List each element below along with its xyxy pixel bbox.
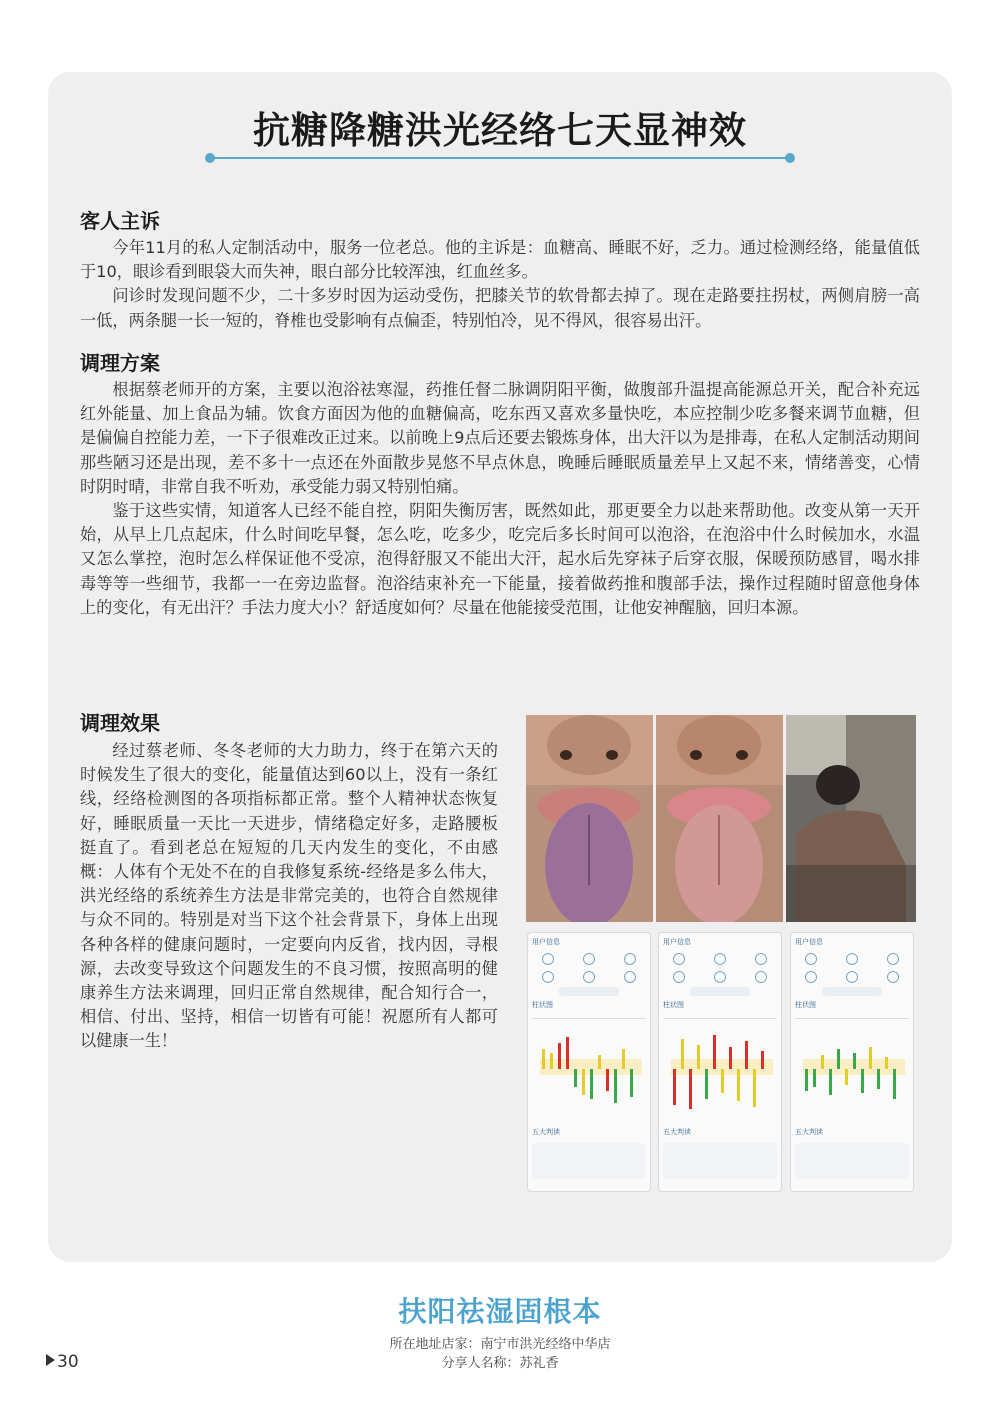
page-number-value: 30 — [57, 1352, 79, 1372]
chart-bar — [869, 1047, 872, 1069]
complaint-text — [80, 236, 920, 333]
tongue-photo-after — [656, 715, 783, 922]
plan-paragraph-1: 根据蔡老师开的方案，主要以泡浴祛寒湿，药推任督二脉调阴阳平衡，做腹部升温提高能源总开关，配合补充远红外能量、加上食品为辅。饮食方面因为他的血糖偏高，吃东西又喜欢多量快吃，本应控制少吃多餐来调节血糖，但是偏偏自控能力差，一下子很难改正过来。以前晚上9点后还要去锻炼身体，出大汗以为是排毒，在私人定制活动期间那些陋习还是出现，差不多十一点还在外面散步晃悠不早点休息，晚睡后睡眠质量差早上又起不来，情绪善变，心情时阴时晴，非常自我不听劝，承受能力弱又特别怕痛。 — [80, 380, 920, 496]
complaint-paragraph-1: 今年11月的私人定制活动中，服务一位老总。他的主诉是：血糖高、睡眠不好，乏力。通过检测经络，能量值低于10，眼诊看到眼袋大而失神，眼白部分比较浑浊，红血丝多。 — [80, 238, 920, 282]
chart-bar — [582, 1069, 585, 1095]
gender-icon — [583, 953, 595, 965]
meridian-report-1 — [527, 932, 651, 1192]
chart-bar — [721, 1069, 724, 1093]
chart-bar — [614, 1069, 617, 1103]
page-number — [46, 1352, 79, 1372]
chart-bar — [598, 1055, 601, 1069]
complaint-heading: 客人主诉 — [80, 209, 160, 233]
age-icon — [755, 953, 767, 965]
chart-bar — [566, 1037, 569, 1069]
meridian-report-2 — [658, 932, 782, 1192]
title-line-dot-right — [785, 153, 795, 163]
plan-text — [80, 378, 920, 620]
age-icon — [887, 953, 899, 965]
body-type-icon — [755, 971, 767, 983]
chart-bar — [753, 1069, 756, 1107]
report-note — [822, 987, 882, 996]
title-divider — [210, 157, 790, 159]
chart-bar — [574, 1069, 577, 1087]
chart-bar — [877, 1069, 880, 1089]
chart-bar — [829, 1069, 832, 1095]
chart-bar — [805, 1069, 808, 1091]
body-type-icon — [624, 971, 636, 983]
report-footer-label: 五大判读 — [663, 1128, 691, 1136]
report-summary — [663, 1143, 777, 1179]
report-icon-row — [528, 953, 650, 965]
report-header: 用户信息 — [663, 938, 691, 946]
height-icon — [805, 971, 817, 983]
play-triangle-icon — [46, 1354, 55, 1366]
report-icon-row — [791, 953, 913, 965]
meridian-report-3 — [790, 932, 914, 1192]
store-address: 所在地址店家：南宁市洪光经络中华店 — [389, 1337, 611, 1352]
slogan: 扶阳祛湿固根本 — [398, 1295, 602, 1328]
report-note — [559, 987, 619, 996]
age-icon — [624, 953, 636, 965]
gender-icon — [846, 953, 858, 965]
chart-bar — [590, 1069, 593, 1099]
chart-bar — [761, 1051, 764, 1069]
chart-bar — [697, 1045, 700, 1069]
report-footer-label: 五大判读 — [532, 1128, 560, 1136]
chart-bar — [630, 1069, 633, 1097]
chart-bar — [885, 1057, 888, 1069]
chart-bar — [729, 1047, 732, 1069]
plan-paragraph-2: 鉴于这些实情，知道客人已经不能自控，阴阳失衡厉害，既然如此，那更要全力以赴来帮助他。改变从第一天开始，从早上几点起床，什么时间吃早餐，怎么吃，吃多少，吃完后多长时间可以泡浴，在泡浴中什么时候加水，水温又怎么掌控，泡时怎么样保证他不受凉，泡得舒服又不能出大汗，起水后先穿袜子后穿衣服，保暖预防感冒，喝水排毒等等一些细节，我都一一在旁边监督。泡浴结束补充一下能量，接着做药推和腹部手法，操作过程随时留意他身体上的变化，有无出汗？手法力度大小？舒适度如何？尽量在他能接受范围，让他安神醒脑，回归本源。 — [80, 501, 920, 617]
chart-bar — [689, 1069, 692, 1109]
chart-bar — [606, 1069, 609, 1091]
page-title: 抗糖降糖洪光经络七天显神效 — [253, 109, 747, 152]
report-chart-label: 柱状图 — [795, 1001, 816, 1009]
chart-bar — [845, 1069, 848, 1085]
report-header: 用户信息 — [532, 938, 560, 946]
report-icon-row — [659, 953, 781, 965]
bath-photo — [786, 715, 916, 922]
report-chart-label: 柱状图 — [663, 1001, 684, 1009]
chart-bar — [861, 1069, 864, 1093]
effect-text — [80, 739, 498, 1054]
report-icon-row — [528, 971, 650, 983]
effect-heading: 调理效果 — [80, 711, 160, 735]
report-bar-chart — [532, 1018, 646, 1123]
chart-bar — [673, 1069, 676, 1105]
report-summary — [795, 1143, 909, 1179]
user-icon — [805, 953, 817, 965]
chart-bar — [622, 1049, 625, 1069]
chart-bar — [893, 1069, 896, 1099]
complaint-paragraph-2: 问诊时发现问题不少，二十多岁时因为运动受伤，把膝关节的软骨都去掉了。现在走路要拄拐杖，两侧肩膀一高一低，两条腿一长一短的，脊椎也受影响有点偏歪，特别怕冷，见不得风，很容易出汗。 — [80, 286, 920, 330]
chart-bar — [837, 1049, 840, 1069]
chart-bar — [821, 1055, 824, 1069]
user-icon — [542, 953, 554, 965]
report-header: 用户信息 — [795, 938, 823, 946]
height-icon — [673, 971, 685, 983]
chart-bar — [558, 1043, 561, 1069]
sharer-name: 分享人名称：苏礼香 — [441, 1356, 559, 1371]
plan-heading: 调理方案 — [80, 351, 160, 375]
report-note — [690, 987, 750, 996]
user-icon — [673, 953, 685, 965]
height-icon — [542, 971, 554, 983]
effect-paragraph-1: 经过蔡老师、冬冬老师的大力助力，终于在第六天的时候发生了很大的变化，能量值达到60以上，没有一条红线，经络检测图的各项指标都正常。整个人精神状态恢复好，睡眠质量一天比一天进步，情绪稳定好多，走路腰板挺直了。看到老总在短短的几天内发生的变化，不由感概：人体有个无处不在的自我修复系统-经络是多么伟大，洪光经络的系统养生方法是非常完美的，也符合自然规律与众不同的。特别是对当下这个社会背景下，身体上出现各种各样的健康问题时，一定要向内反省，找内因，寻根源，去改变导致这个问题发生的不良习惯，按照高明的健康养生方法来调理，回归正常自然规律，配合知行合一，相信、付出、坚持，相信一切皆有可能！祝愿所有人都可以健康一生！ — [80, 741, 498, 1051]
report-icon-row — [791, 971, 913, 983]
chart-bar — [705, 1069, 708, 1099]
chart-bar — [550, 1053, 553, 1069]
chart-bar — [542, 1049, 545, 1069]
weight-icon — [846, 971, 858, 983]
report-chart-label: 柱状图 — [532, 1001, 553, 1009]
weight-icon — [583, 971, 595, 983]
chart-bar — [745, 1041, 748, 1069]
chart-bar — [813, 1069, 816, 1087]
chart-bar — [853, 1053, 856, 1069]
gender-icon — [714, 953, 726, 965]
body-type-icon — [887, 971, 899, 983]
chart-bar — [681, 1039, 684, 1069]
report-bar-chart — [663, 1018, 777, 1123]
chart-bar — [737, 1069, 740, 1101]
report-summary — [532, 1143, 646, 1179]
tongue-photo-before — [526, 715, 653, 922]
report-bar-chart — [795, 1018, 909, 1123]
weight-icon — [714, 971, 726, 983]
report-icon-row — [659, 971, 781, 983]
chart-bar — [713, 1035, 716, 1069]
report-footer-label: 五大判读 — [795, 1128, 823, 1136]
